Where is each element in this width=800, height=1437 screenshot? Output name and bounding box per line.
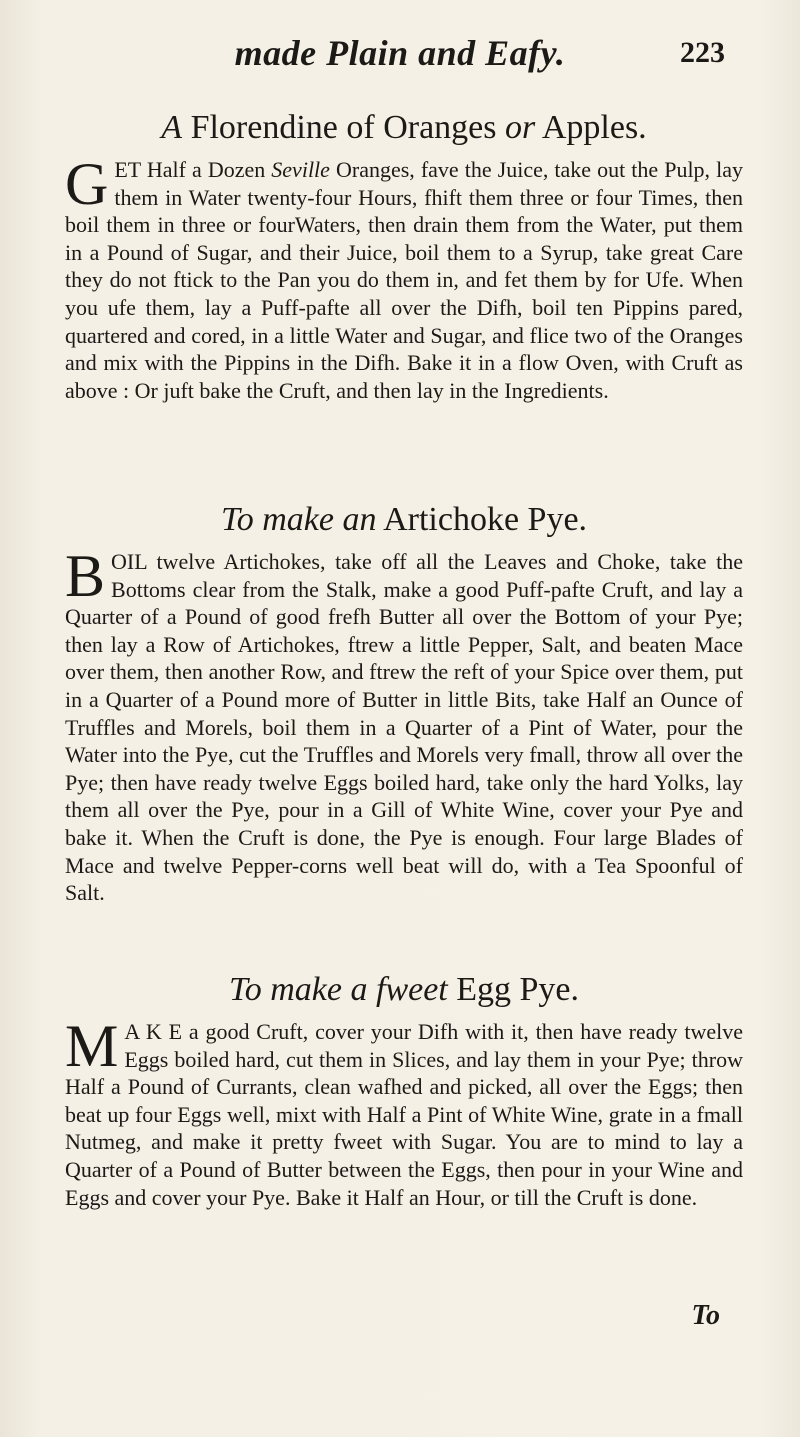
heading-prefix: To make a fweet bbox=[228, 971, 448, 1008]
drop-cap: B bbox=[65, 543, 106, 609]
heading-rest: Egg Pye. bbox=[447, 971, 580, 1008]
recipe-heading bbox=[65, 500, 743, 540]
page-number: 223 bbox=[680, 36, 725, 69]
recipe-artichoke-pye bbox=[65, 500, 743, 907]
recipe-sweet-egg-pye bbox=[65, 970, 743, 1211]
recipe-heading bbox=[65, 970, 743, 1010]
recipe-text bbox=[65, 543, 743, 907]
heading-rest: Artichoke Pye. bbox=[376, 501, 588, 538]
heading-or: or bbox=[505, 109, 536, 146]
drop-cap: M bbox=[65, 1013, 119, 1079]
recipe-text bbox=[65, 151, 743, 404]
recipe-florendine bbox=[65, 108, 743, 404]
heading-end: Apples. bbox=[535, 109, 647, 146]
recipe-body: A K E a good Cruft, cover your Difh with it, then have ready twelve Eggs boiled hard, cut them in Slices, and lay them in your Pye; throw Half a Pound of Currants, clean wafhed and picked, all over the Eggs; then beat up four Eggs well, mixt with Half a Pint of White Wine, grate in a fmall Nutmeg, and make it pretty fweet with Sugar. You are to mind to lay a Quarter of a Pound of Butter between the Eggs, then pour in your Wine and Eggs and cover your Pye. Bake it Half an Hour, or till the Cruft is done. bbox=[65, 1019, 743, 1210]
running-title: made Plain and Eafy. bbox=[234, 33, 566, 73]
recipe-text bbox=[65, 1013, 743, 1211]
recipe-heading bbox=[65, 108, 743, 148]
recipe-lead: ET Half a Dozen bbox=[114, 157, 272, 182]
heading-rest: Florendine of Oranges bbox=[182, 109, 505, 146]
running-head bbox=[0, 32, 800, 82]
heading-prefix: A bbox=[161, 109, 183, 146]
drop-cap: G bbox=[65, 151, 109, 217]
recipe-body: Oranges, fave the Juice, take out the Pulp, lay them in Water twenty-four Hours, fhift them three or four Times, then boil them in three or fourWaters, then drain them from the Water, put them in a Pound of Sugar, and their Juice, boil them to a Syrup, take great Care they do not ftick to the Pan you do them in, and fet them by for Ufe. When you ufe them, lay a Puff-pafte all over the Difh, boil ten Pippins pared, quartered and cored, in a little Water and Sugar, and flice two of the Oranges and mix with the Pippins in the Difh. Bake it in a flow Oven, with Cruft as above : Or juft bake the Cruft, and then lay in the Ingredients. bbox=[65, 157, 743, 403]
catchword: To bbox=[691, 1300, 720, 1331]
recipe-body: OIL twelve Artichokes, take off all the Leaves and Choke, take the Bottoms clear from the Stalk, make a good Puff-pafte Cruft, and lay a Quarter of a Pound of good frefh Butter all over the Bottom of your Pye; then lay a Row of Artichokes, ftrew a little Pepper, Salt, and beaten Mace over them, then another Row, and ftrew the reft of your Spice over them, put in a Quarter of a Pound more of Butter in little Bits, take Half an Ounce of Truffles and Morels, boil them in a Quarter of a Pint of Water, pour the Water into the Pye, cut the Truffles and Morels very fmall, throw all over the Pye; then have ready twelve Eggs boiled hard, take only the hard Yolks, lay them all over the Pye, pour in a Gill of White Wine, cover your Pye and bake it. When the Cruft is done, the Pye is enough. Four large Blades of Mace and twelve Pepper-corns well beat will do, with a Tea Spoonful of Salt. bbox=[65, 549, 743, 906]
heading-prefix: To make an bbox=[220, 501, 377, 538]
recipe-lead-italic: Seville bbox=[271, 157, 330, 182]
